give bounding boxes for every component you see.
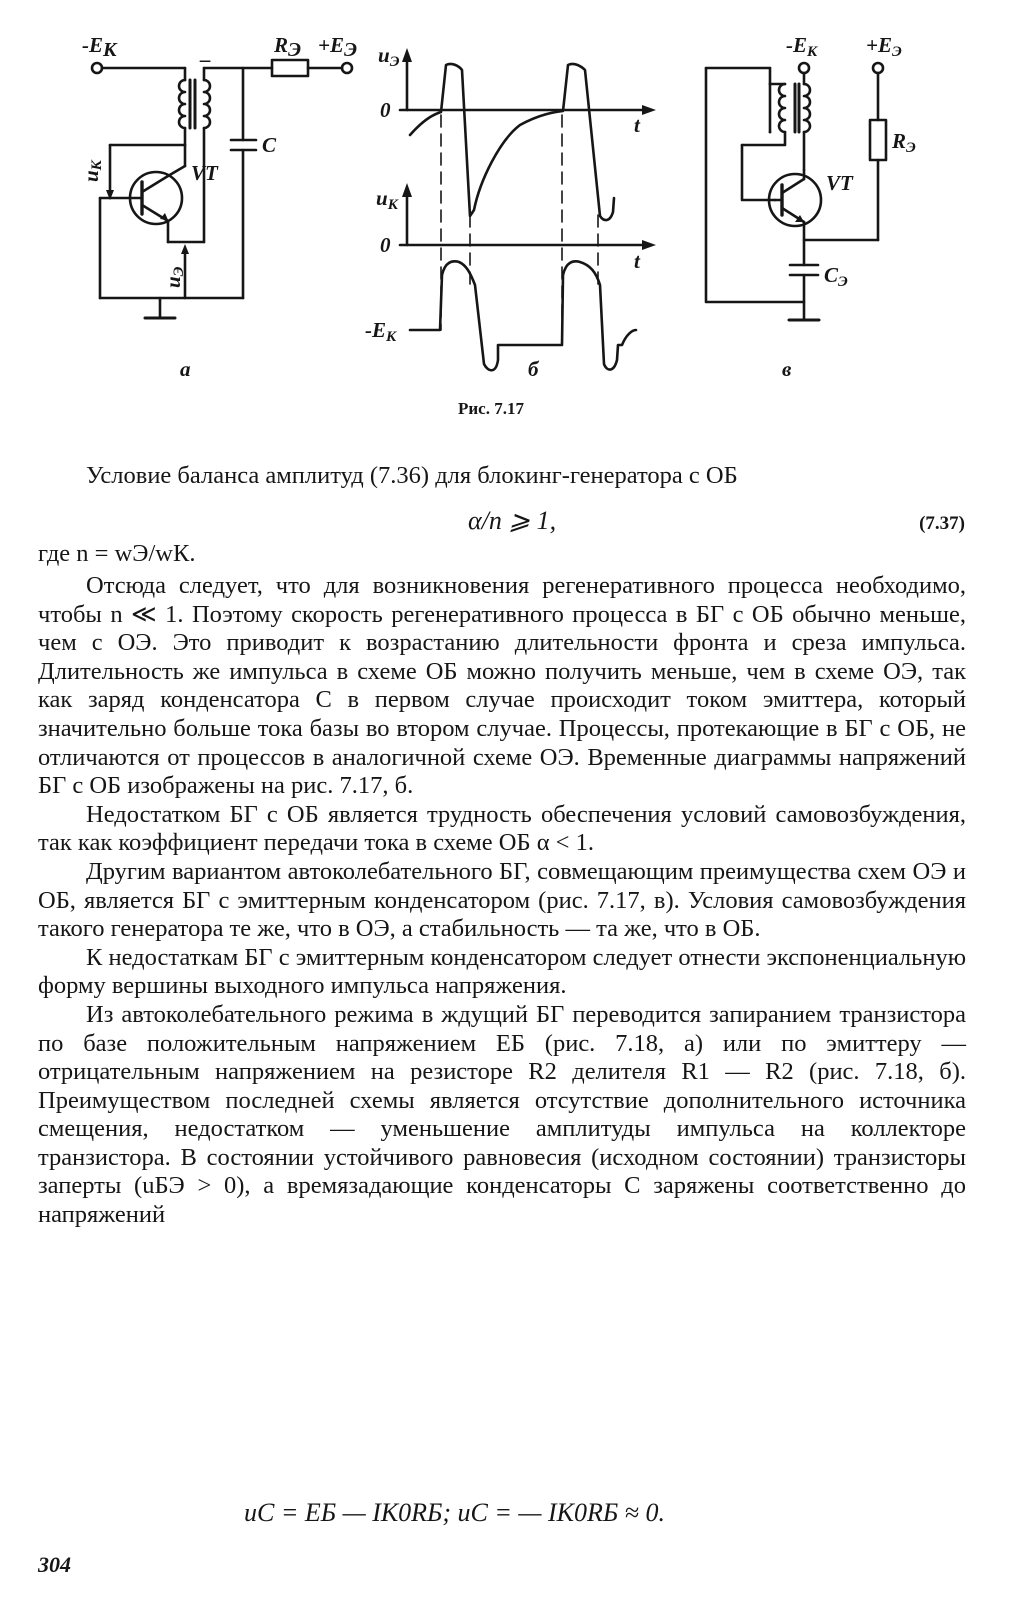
terminal-plus-ee-a bbox=[342, 63, 352, 73]
label-ce-c: CЭ bbox=[824, 263, 848, 290]
label-minus-ek-b: -EК bbox=[365, 318, 397, 345]
paragraph-5: К недостаткам БГ с эмиттерным конденсатором следует отнести экспоненциальную форму вершины выходного импульса напряжения. bbox=[38, 943, 966, 1000]
paragraph-1: Условие баланса амплитуд (7.36) для блокинг-генератора с ОБ bbox=[86, 462, 738, 489]
label-t-lower: t bbox=[634, 249, 640, 273]
resistor-re-c bbox=[870, 120, 886, 160]
label-plus-ee-a: +EЭ bbox=[318, 33, 358, 61]
circuit-panel-c bbox=[706, 63, 886, 320]
label-t-upper: t bbox=[634, 113, 640, 137]
label-c-a: C bbox=[262, 133, 277, 157]
terminal-minus-ek-c bbox=[799, 63, 809, 73]
label-ue-axis: uЭ bbox=[378, 43, 400, 70]
transformer-winding-collector-a bbox=[179, 80, 185, 128]
equation-number-7-37: (7.37) bbox=[919, 513, 965, 534]
label-uk-axis: uК bbox=[376, 186, 398, 213]
label-ue-a: uЭ bbox=[161, 266, 187, 288]
transformer-winding-emitter-a bbox=[204, 80, 210, 128]
panel-label-a: а bbox=[180, 357, 191, 381]
paragraph-6: Из автоколебательного режима в ждущий БГ переводится запиранием транзистора по базе положительным напряжением EБ (рис. 7.18, а) или по эмиттеру — отрицательным напряжением на резисторе R2 делителя R1 — R2 (рис. 7.18, б). Преимуществом последней схемы является отсутствие дополнительного источника смещения, недостатком — уменьшение амплитуды импульса на коллекторе транзистора. В состоянии устойчивого равновесия (исходном состоянии) транзисторы заперты (uБЭ > 0), а времязадающие конденсаторы C заряжены соответственно до напряжений bbox=[38, 1000, 966, 1229]
label-vt-c: VT bbox=[826, 171, 853, 195]
resistor-re-a bbox=[272, 60, 308, 76]
label-zero-upper: 0 bbox=[380, 98, 391, 122]
paragraph-3: Недостатком БГ с ОБ является трудность обеспечения условий самовозбуждения, так как коэффициент передачи тока в схеме ОБ α < 1. bbox=[38, 800, 966, 857]
equation-uc: uC = EБ — IК0RБ; uC = — IК0RБ ≈ 0. bbox=[244, 1498, 665, 1527]
label-re-c: RЭ bbox=[892, 129, 916, 156]
label-minus-ek-c: -EК bbox=[786, 33, 818, 60]
waveforms-panel-b bbox=[400, 60, 645, 370]
waveform-uk bbox=[410, 261, 636, 370]
terminal-minus-ek-a bbox=[92, 63, 102, 73]
figure-caption: Рис. 7.17 bbox=[458, 399, 524, 418]
label-minus-sign-a: – bbox=[200, 47, 211, 71]
label-zero-lower: 0 bbox=[380, 233, 391, 257]
paragraph-2: Отсюда следует, что для возникновения регенеративного процесса необходимо, чтобы n ≪ 1. Поэтому скорость регенеративного процесса в БГ с ОБ обычно меньше, чем с ОЭ. Это приводит к возрастанию длительности фронта и среза импульса. Длительность же импульса в схеме ОБ можно получить меньше, чем в схеме ОЭ, так как заряд конденсатора C в первом случае происходит током эмиттера, который значительно больше тока базы во втором случае. Процессы, протекающие в БГ с ОБ, не отличаются от процессов в аналогичной схеме ОЭ. Временные диаграммы напряжений БГ с ОБ изображены на рис. 7.17, б. bbox=[38, 572, 966, 800]
panel-label-c: в bbox=[782, 357, 792, 381]
label-vt-a: VT bbox=[191, 161, 218, 185]
figure-7-17 bbox=[0, 0, 1019, 440]
equation-7-37: α/n ⩾ 1, bbox=[468, 506, 557, 535]
label-minus-ek-a: -EК bbox=[82, 33, 117, 61]
page-number: 304 bbox=[38, 1552, 71, 1577]
label-uk-a: uК bbox=[79, 160, 105, 182]
terminal-plus-ee-c bbox=[873, 63, 883, 73]
transformer-winding-collector-c bbox=[804, 84, 810, 132]
circuit-panel-a bbox=[92, 60, 352, 318]
panel-label-b: б bbox=[528, 357, 539, 381]
label-plus-ee-c: +EЭ bbox=[866, 33, 902, 60]
body-text bbox=[38, 572, 966, 1230]
where-line: где n = wЭ/wК. bbox=[38, 540, 196, 567]
transformer-winding-base-c bbox=[779, 84, 785, 132]
label-re-a: RЭ bbox=[274, 33, 302, 61]
paragraph-4: Другим вариантом автоколебательного БГ, совмещающим преимущества схем ОЭ и ОБ, является БГ с эмиттерным конденсатором (рис. 7.17, в). Условия самовозбуждения такого генератора те же, что в ОЭ, а стабильность — та же, что в ОБ. bbox=[38, 857, 966, 943]
